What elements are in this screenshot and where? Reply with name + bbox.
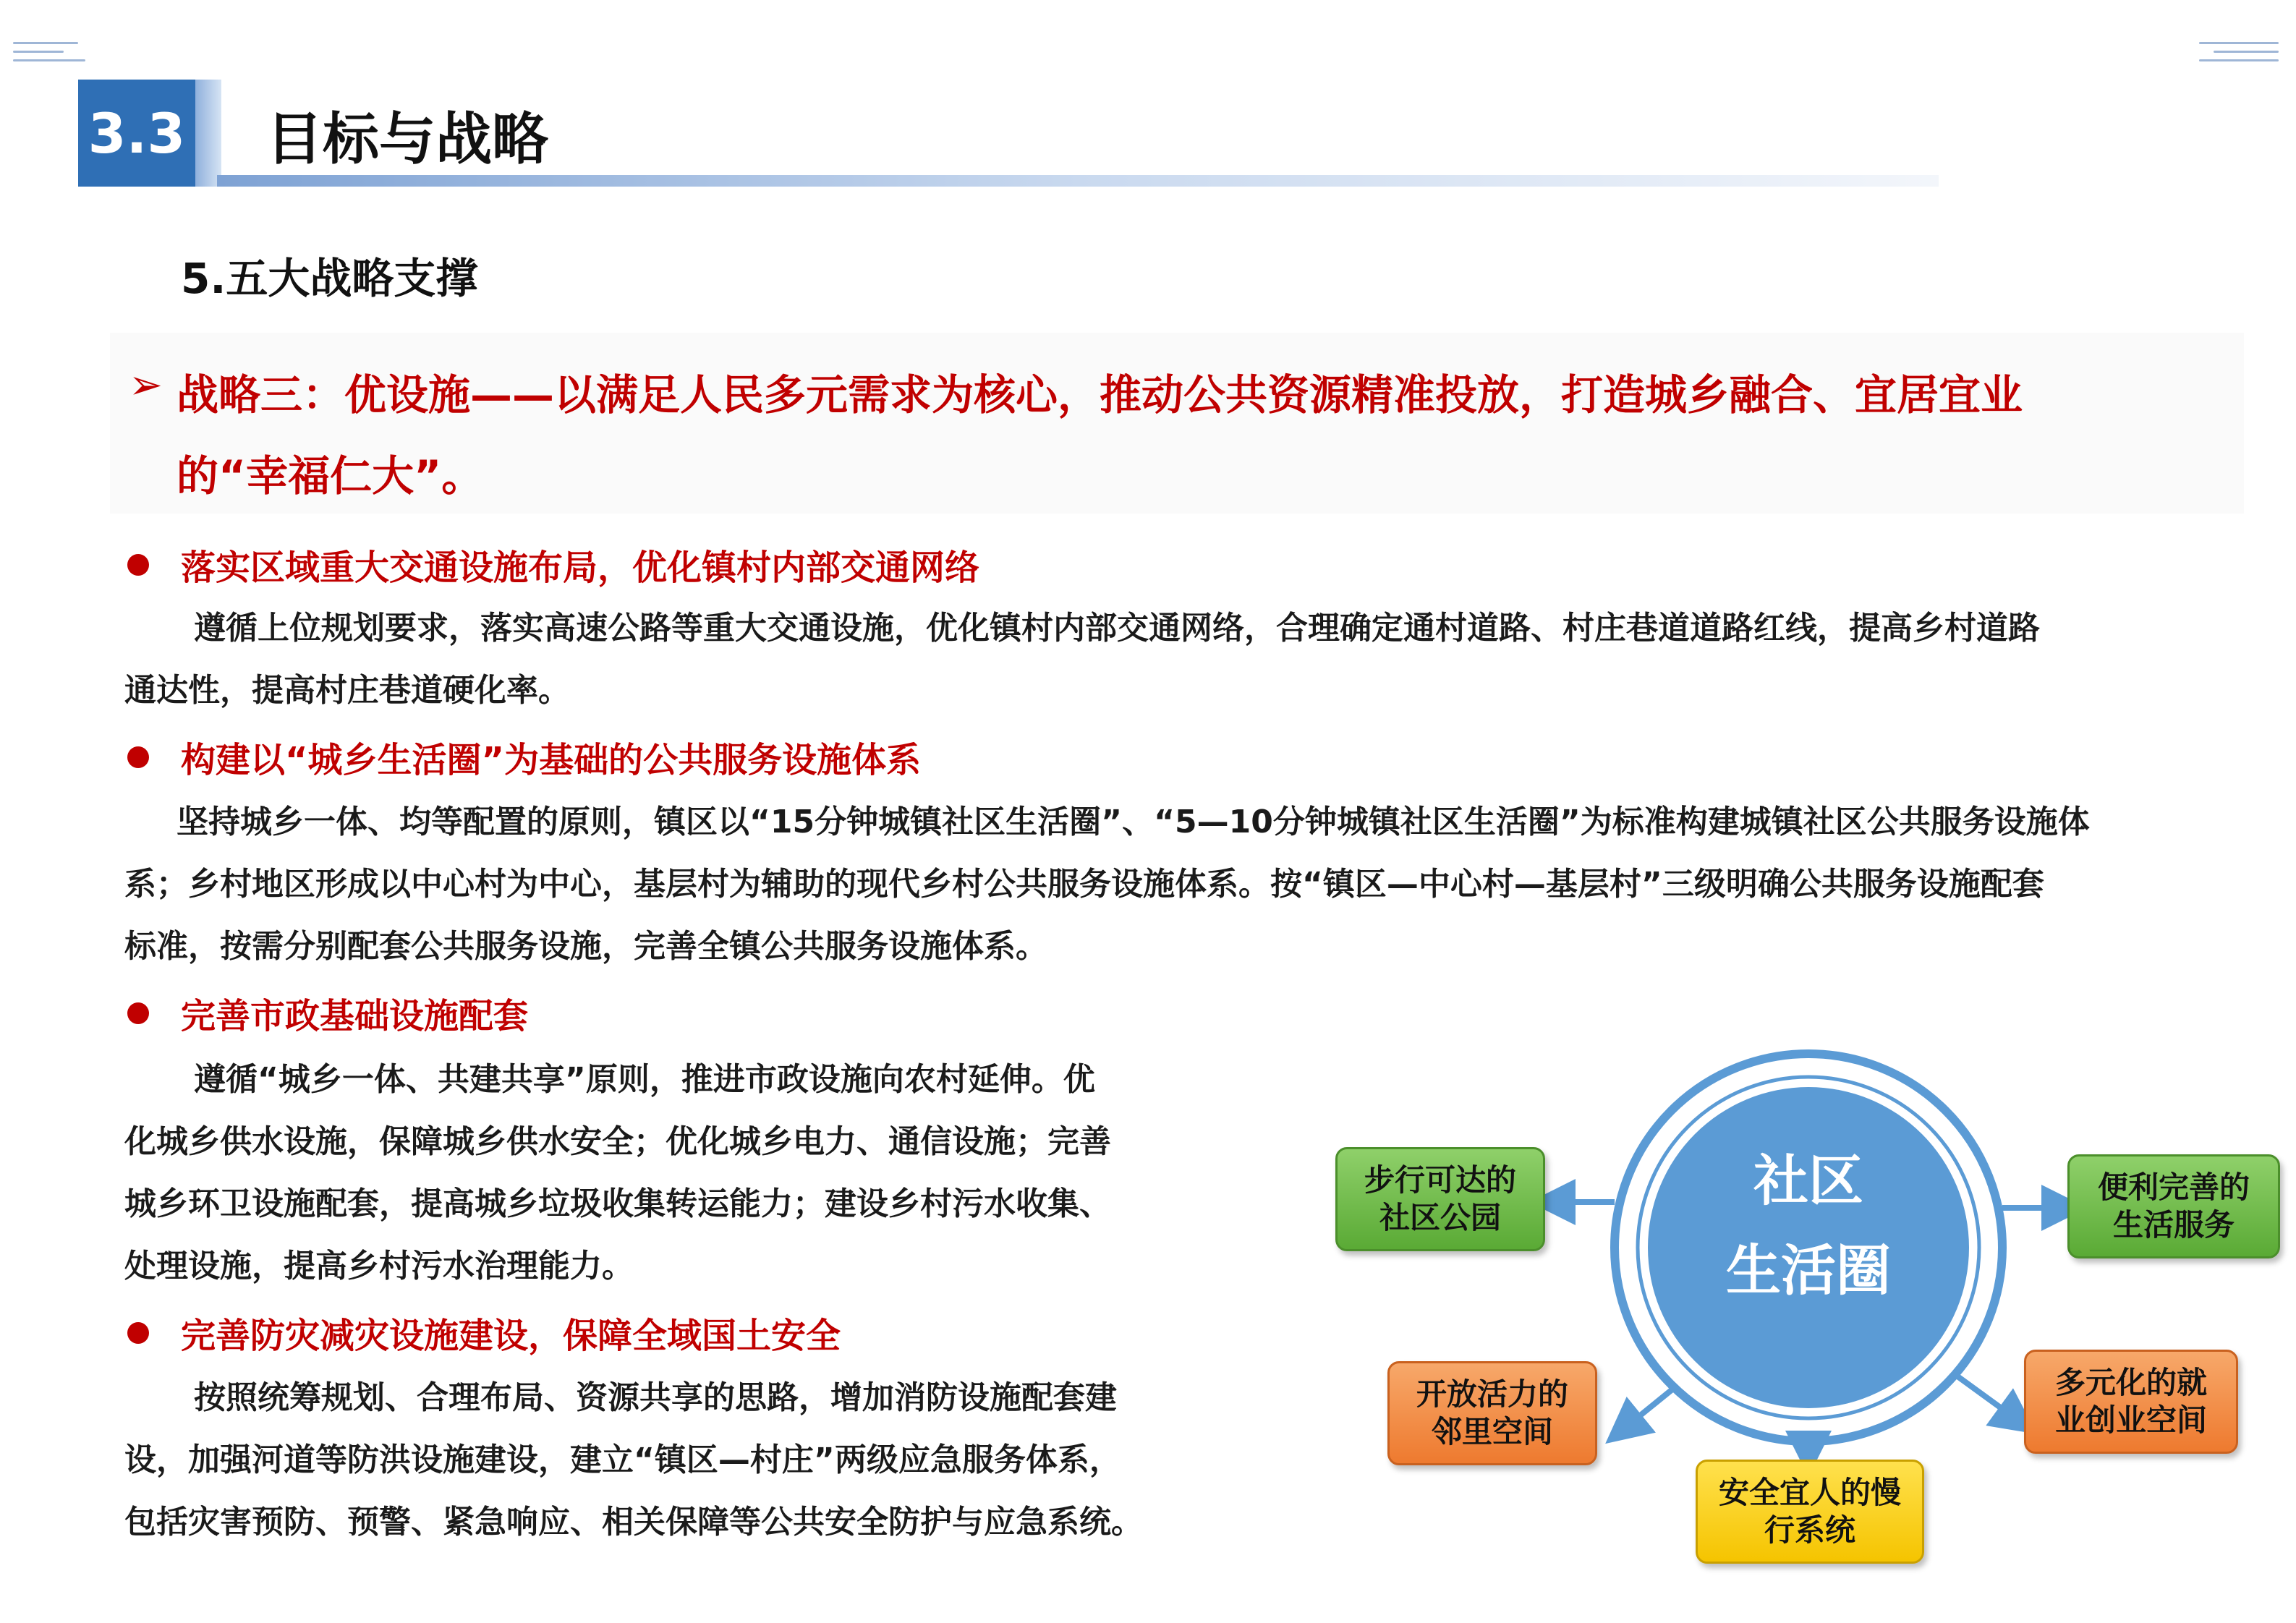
strategy-line-1: 战略三：优设施——以满足人民多元需求为核心，推动公共资源精准投放，打造城乡融合、宜居宜业: [177, 370, 2023, 419]
bullet-dot-icon: [127, 1002, 149, 1024]
bullet-dot-icon: [127, 554, 149, 576]
item-body-municipal: [124, 1049, 1253, 1298]
item-heading-text: 完善防灾减灾设施建设，保障全域国土安全: [181, 1316, 841, 1356]
item-body-public-service: [124, 791, 2251, 978]
node-line: 便利完善的: [2097, 1170, 2250, 1205]
item-heading-disaster: [127, 1308, 841, 1358]
body-line: 遵循上位规划要求，落实高速公路等重大交通设施，优化镇村内部交通网络，合理确定通村道路、村庄巷道道路红线，提高乡村道路: [194, 610, 2040, 647]
section-number: 3.3: [78, 80, 195, 187]
body-line: 系；乡村地区形成以中心村为中心，基层村为辅助的现代乡村公共服务设施体系。按“镇区—中心村—基层村”三级明确公共服务设施配套: [124, 866, 2044, 903]
body-line: 标准，按需分别配套公共服务设施，完善全镇公共服务设施体系。: [124, 928, 1047, 965]
body-line: 处理设施，提高乡村污水治理能力。: [124, 1248, 634, 1285]
item-body-transport: [124, 597, 2222, 722]
item-heading-text: 完善市政基础设施配套: [181, 996, 529, 1036]
item-heading-public-service: [127, 732, 921, 782]
node-line: 业创业空间: [2054, 1402, 2207, 1438]
item-heading-text: 构建以“城乡生活圈”为基础的公共服务设施体系: [181, 740, 922, 780]
node-neighborhood-space: [1387, 1361, 1597, 1465]
subsection-title: 5.五大战略支撑: [181, 254, 478, 303]
node-line: 生活服务: [2112, 1207, 2235, 1243]
node-line: 安全宜人的慢: [1718, 1475, 1901, 1510]
center-label-line1: 社区: [1753, 1149, 1863, 1213]
arrow-bullet-icon: ➢: [129, 362, 163, 409]
node-employment-space: [2024, 1350, 2238, 1454]
arrow-bottom-left: [1623, 1386, 1677, 1429]
item-body-disaster: [124, 1367, 1282, 1554]
bullet-dot-icon: [127, 746, 149, 768]
title-underline: [217, 175, 1939, 187]
body-line: 按照统筹规划、合理布局、资源共享的思路，增加消防设施配套建: [194, 1379, 1117, 1416]
strategy-statement: [177, 354, 2224, 516]
body-line: 包括灾害预防、预警、紧急响应、相关保障等公共安全防护与应急系统。: [124, 1504, 1143, 1541]
node-slow-traffic: [1696, 1460, 1924, 1564]
node-line: 多元化的就: [2054, 1365, 2207, 1400]
item-heading-transport: [127, 540, 979, 589]
body-line: 设，加强河道等防洪设施建设，建立“镇区—村庄”两级应急服务体系，: [124, 1441, 1121, 1478]
strategy-line-2: 的“幸福仁大”。: [177, 451, 484, 500]
node-line: 行系统: [1764, 1512, 1855, 1548]
body-line: 城乡环卫设施配套，提高城乡垃圾收集转运能力；建设乡村污水收集、: [124, 1185, 1111, 1222]
node-line: 步行可达的: [1364, 1162, 1516, 1198]
node-community-park: [1335, 1147, 1545, 1251]
body-line: 通达性，提高村庄巷道硬化率。: [124, 672, 570, 709]
bullet-dot-icon: [127, 1322, 149, 1344]
item-heading-municipal: [127, 988, 528, 1038]
section-number-accent: [195, 80, 221, 187]
page-title: 目标与战略: [266, 107, 549, 172]
node-life-service: [2067, 1154, 2280, 1258]
item-heading-text: 落实区域重大交通设施布局，优化镇村内部交通网络: [181, 548, 980, 588]
node-line: 开放活力的: [1416, 1376, 1568, 1412]
body-line: 化城乡供水设施，保障城乡供水安全；优化城乡电力、通信设施；完善: [124, 1123, 1111, 1160]
center-label-line2: 生活圈: [1726, 1238, 1891, 1303]
body-line: 遵循“城乡一体、共建共享”原则，推进市政设施向农村延伸。优: [194, 1061, 1095, 1098]
body-line: 坚持城乡一体、均等配置的原则，镇区以“15分钟城镇社区生活圈”、“5—10分钟城镇社区生活圈”为标准构建城镇社区公共服务设施体: [177, 804, 2090, 840]
node-line: 社区公园: [1379, 1200, 1501, 1235]
node-line: 邻里空间: [1431, 1414, 1553, 1449]
arrow-bottom-right: [1955, 1374, 2018, 1420]
